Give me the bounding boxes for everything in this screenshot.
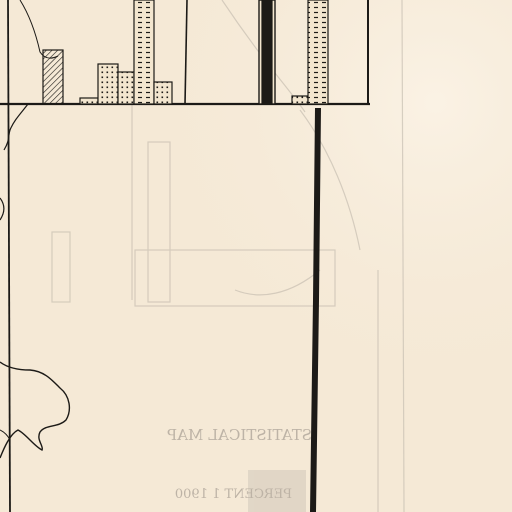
- bar-dashed-tall-1: [134, 0, 154, 104]
- bar-hatched: [43, 50, 63, 104]
- bar-short-2: [292, 96, 308, 104]
- ghost-text-line-1: STATISTICAL MAP: [167, 426, 312, 444]
- bar-dotted-1: [98, 64, 118, 104]
- bar-solid-fill: [262, 0, 272, 104]
- bar-dashed-tall-2: [308, 0, 328, 104]
- bar-dotted-3: [154, 82, 172, 104]
- bar-short-1: [80, 98, 98, 104]
- bar-dotted-2: [118, 72, 134, 104]
- ghost-text-line-2: PERCENT 1 1900: [174, 487, 292, 502]
